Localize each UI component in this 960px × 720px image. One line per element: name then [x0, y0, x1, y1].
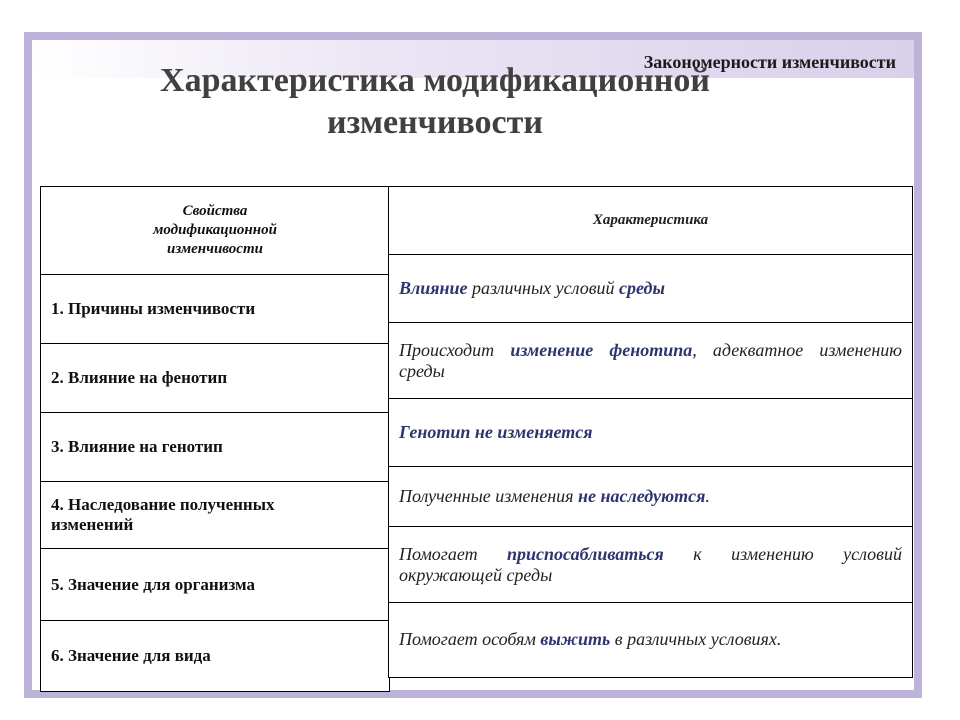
property-label: 4. Наследование полученных изменений	[51, 495, 275, 534]
properties-header-line: Свойства	[182, 203, 248, 219]
property-row	[41, 549, 389, 621]
characteristic-row	[389, 323, 912, 399]
plain-text: различных условий	[467, 278, 620, 298]
highlight-text: приспосабливаться	[507, 543, 664, 564]
characteristic-text	[399, 340, 902, 382]
property-label: 1. Причины изменчивости	[51, 299, 256, 318]
highlight-text: Влияние	[399, 278, 468, 298]
plain-text: к изменению условий окружающей среды	[399, 543, 902, 585]
property-row	[41, 482, 389, 549]
slide-title	[40, 60, 830, 144]
plain-text: Помогает	[399, 543, 508, 564]
property-label: 6. Значение для вида	[51, 646, 211, 665]
plain-text: Происходит	[399, 339, 511, 360]
characteristic-row	[389, 467, 912, 527]
plain-text: в различных условиях.	[610, 629, 782, 649]
characteristic-row	[389, 603, 912, 676]
characteristic-text	[399, 422, 902, 443]
characteristics-column	[388, 186, 913, 678]
property-row	[41, 621, 389, 692]
properties-header	[41, 187, 389, 275]
property-label: 5. Значение для организма	[51, 574, 256, 594]
plain-text: Полученные изменения	[399, 486, 579, 506]
characteristics-header-label: Характеристика	[592, 212, 709, 228]
highlight-text: выжить	[540, 629, 611, 649]
plain-text: .	[705, 486, 710, 506]
highlight-text: не наследуются	[578, 486, 706, 506]
property-row	[41, 275, 389, 344]
characteristic-row	[389, 399, 912, 467]
characteristic-row	[389, 255, 912, 323]
plain-text: , адекватное изменению среды	[399, 339, 902, 381]
highlight-text: среды	[619, 278, 665, 298]
characteristic-text	[399, 486, 902, 507]
properties-column	[40, 186, 390, 692]
characteristic-row	[389, 527, 912, 603]
plain-text: Помогает особям	[399, 629, 541, 649]
property-row	[41, 413, 389, 482]
property-row	[41, 344, 389, 413]
characteristics-header	[389, 187, 912, 255]
characteristic-text	[399, 278, 902, 299]
topic-label: Закономерности изменчивости	[643, 52, 896, 72]
properties-header-line: модификационной	[153, 222, 277, 238]
characteristic-text	[399, 629, 902, 650]
characteristic-text	[399, 544, 902, 586]
title-line-2: изменчивости	[327, 104, 543, 141]
title-line-1: Характеристика модификационной	[160, 62, 710, 99]
highlight-text: Генотип не изменяется	[399, 422, 593, 442]
properties-header-line: изменчивости	[167, 241, 263, 257]
property-label: 2. Влияние на фенотип	[51, 368, 228, 387]
highlight-text: изменение фенотипа	[510, 339, 693, 360]
property-label: 3. Влияние на генотип	[51, 437, 223, 456]
